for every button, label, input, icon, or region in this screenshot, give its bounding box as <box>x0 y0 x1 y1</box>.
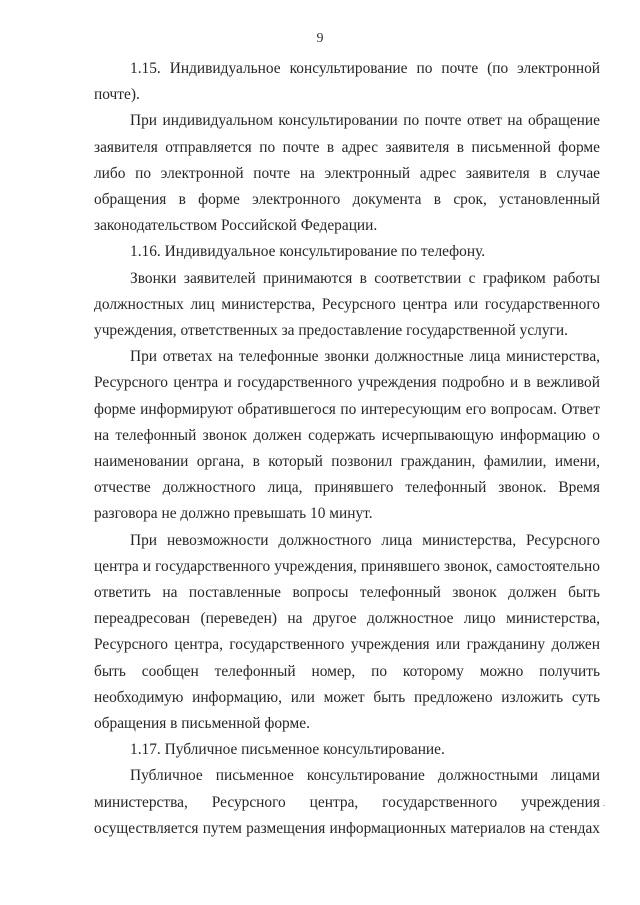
paragraph-call-redirect: При невозможности должностного лица министерства, Ресурсного центра и государственного учреждения, принявшего звонок, самостоятельно ответить на поставленные вопросы телефонный звонок должен быть переадресован (переведен) на другое должностное лицо министерства, Ресурсного центра, государственного учреждения или гражданину должен быть сообщен телефонный номер, по которому можно получить необходимую информацию, или может быть предложено изложить суть обращения в письменной форме. <box>94 531 600 733</box>
scan-artifact <box>603 805 605 806</box>
page-number: 9 <box>316 31 324 46</box>
paragraph-public-consultation: Публичное письменное консультирование должностными лицами министерства, Ресурсного центра, государственного учреждения осуществляется путем размещения информационных материалов на стендах <box>94 767 600 837</box>
paragraph-call-answering: При ответах на телефонные звонки должностные лица министерства, Ресурсного центра и государственного учреждения подробно и в вежливой форме информируют обратившегося по интересующим его вопросам. Ответ на телефонный звонок должен содержать исчерпывающую информацию о наименовании органа, в который позвонил гражданин, фамилии, имени, отчестве должностного лица, принявшего телефонный звонок. Время разговора не должно превышать 10 минут. <box>94 348 600 523</box>
document-body <box>94 56 600 842</box>
section-heading-1-15: 1.15. Индивидуальное консультирование по почте (по электронной почте). <box>94 60 600 104</box>
section-heading-1-16: 1.16. Индивидуальное консультирование по телефону. <box>130 243 486 261</box>
section-heading-1-17: 1.17. Публичное письменное консультирование. <box>130 741 445 759</box>
paragraph-mail-consultation: При индивидуальном консультировании по почте ответ на обращение заявителя отправляется по почте в адрес заявителя в письменной форме либо по электронной почте на электронный адрес заявителя в случае обращения в форме электронного документа в срок, установленный законодательством Российской Федерации. <box>94 112 600 235</box>
paragraph-call-schedule: Звонки заявителей принимаются в соответствии с графиком работы должностных лиц министерства, Ресурсного центра или государственного учреждения, ответственных за предоставление государственной услуги. <box>94 269 600 340</box>
